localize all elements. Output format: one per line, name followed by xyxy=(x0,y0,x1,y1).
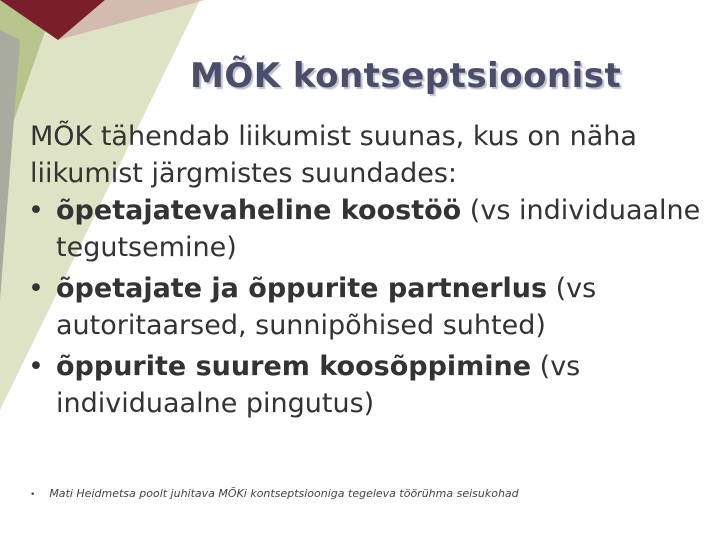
bullet-bold-text: õppurite suurem koosõppimine xyxy=(56,351,532,382)
bullet-bold-text: õpetajate ja õppurite partnerlus xyxy=(56,273,548,304)
bullet-item xyxy=(30,270,710,344)
bullet-bold-text: õpetajatevaheline koostöö xyxy=(56,195,462,226)
slide-body xyxy=(30,118,710,426)
bullet-item xyxy=(30,348,710,422)
slide-title: MÕK kontseptsioonist xyxy=(190,56,622,96)
bullet-rest-text: (vs individuaalne pingutus) xyxy=(56,351,581,419)
intro-text: MÕK tähendab liikumist suunas, kus on näha liikumist järgmistes suundades: xyxy=(30,121,637,189)
bullet-rest-text: (vs autoritaarsed, sunnipõhised suhted) xyxy=(56,273,597,341)
footnote-text: Mati Heidmetsa poolt juhitava MÕKi kontseptsiooniga tegeleva töörühma seisukohad xyxy=(49,487,519,500)
bullet-dot: • xyxy=(28,273,44,304)
footnote-bullet: • xyxy=(30,490,36,500)
footnote xyxy=(30,487,519,500)
bullet-dot: • xyxy=(28,351,44,382)
bullet-dot: • xyxy=(28,195,44,226)
bullet-item xyxy=(30,192,710,266)
bullet-rest-text: (vs individuaalne tegutsemine) xyxy=(56,195,701,263)
